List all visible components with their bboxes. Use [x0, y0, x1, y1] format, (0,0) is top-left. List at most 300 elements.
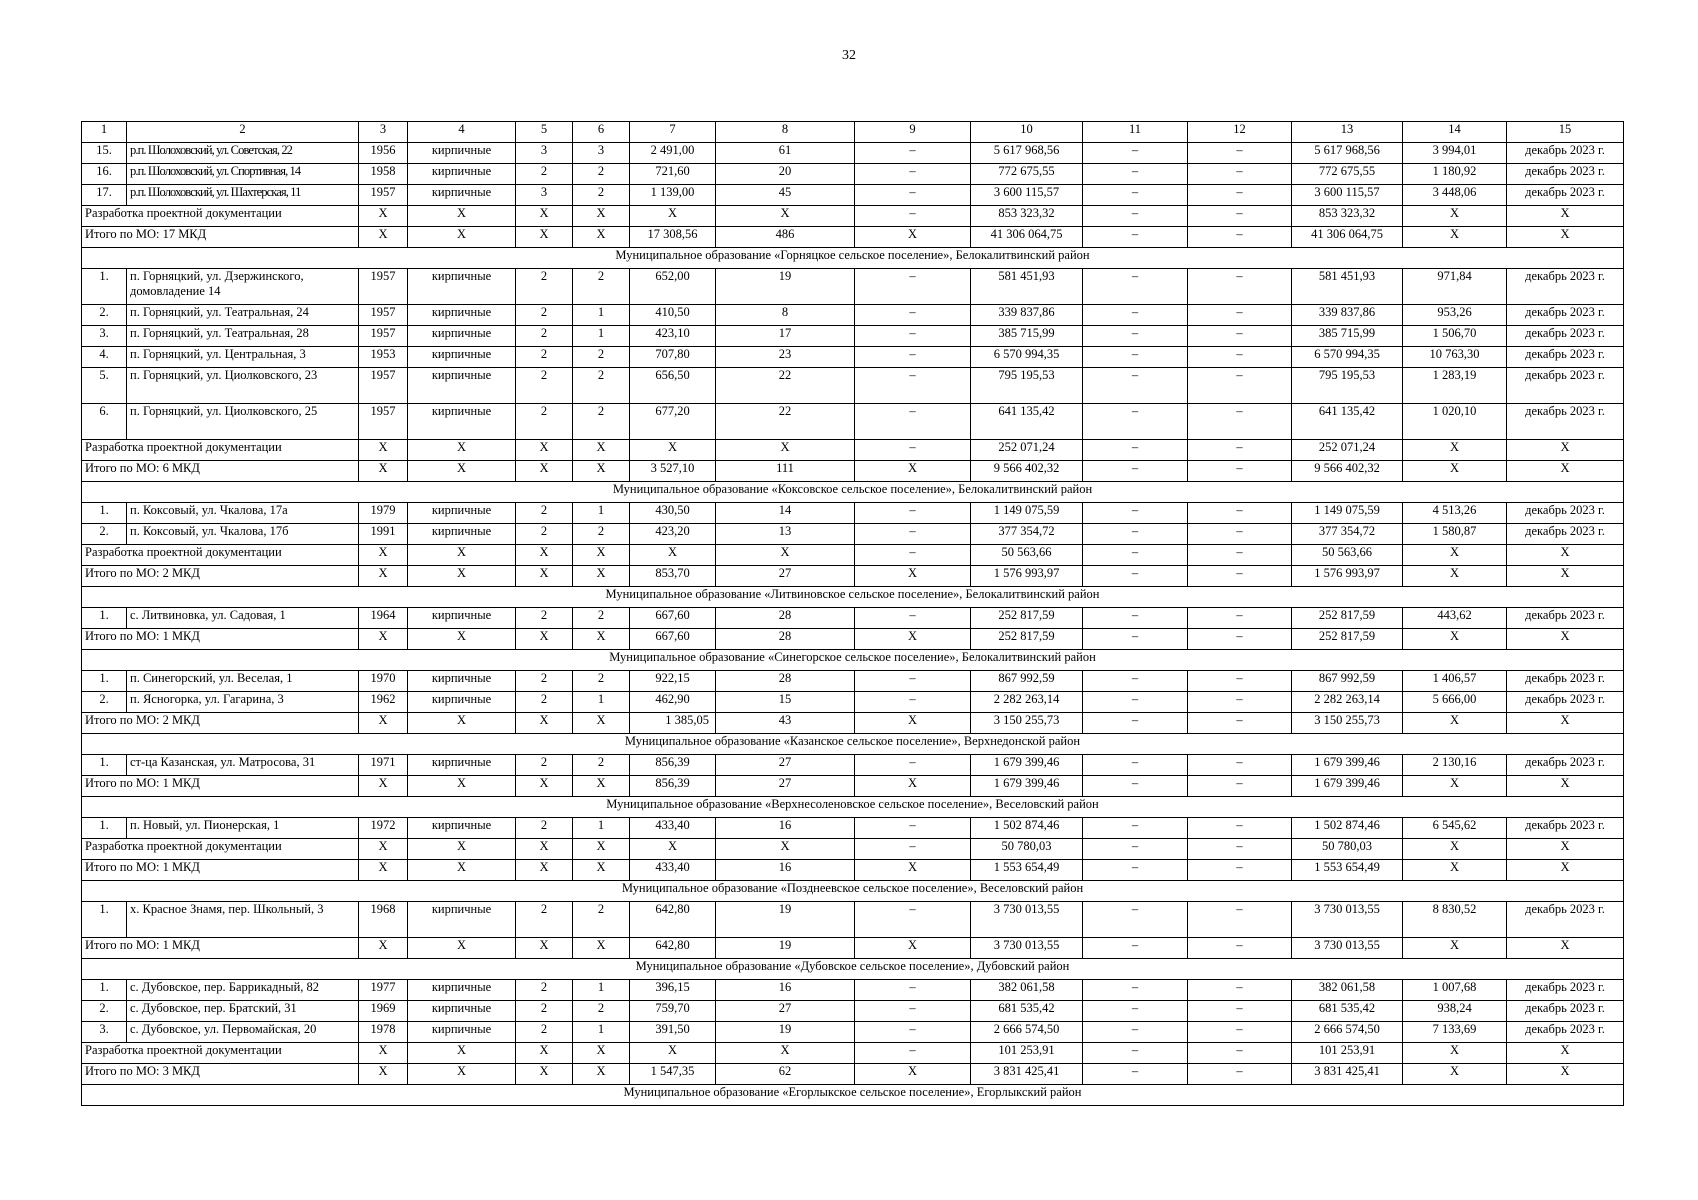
table-cell: 681 535,42 — [971, 1001, 1083, 1022]
table-cell: 2 — [516, 524, 573, 545]
table-cell: – — [1083, 692, 1188, 713]
table-cell: 581 451,93 — [1292, 269, 1403, 305]
table-cell: кирпичные — [408, 143, 516, 164]
table-cell: 1953 — [359, 347, 408, 368]
column-number-cell: 4 — [408, 122, 516, 143]
table-cell: 15 — [716, 692, 855, 713]
table-cell: – — [1083, 755, 1188, 776]
table-cell: – — [855, 404, 971, 440]
table-cell: 2 — [573, 755, 630, 776]
address-cell: р.п. Шолоховский, ул. Шахтерская, 11 — [127, 185, 359, 206]
row-number-cell: 2. — [82, 1001, 127, 1022]
table-cell: – — [855, 368, 971, 404]
table-cell: 2 — [516, 1001, 573, 1022]
summary-cell: X — [516, 860, 573, 881]
table-cell: 652,00 — [630, 269, 716, 305]
summary-cell: X — [408, 545, 516, 566]
row-number-cell: 1. — [82, 503, 127, 524]
summary-cell: X — [359, 713, 408, 734]
section-header-row — [82, 650, 1624, 671]
summary-label: Разработка проектной документации — [82, 839, 359, 860]
row-number-cell: 1. — [82, 269, 127, 305]
table-cell: 953,26 — [1403, 305, 1507, 326]
summary-cell: X — [573, 860, 630, 881]
table-cell: – — [855, 524, 971, 545]
table-cell: – — [1188, 305, 1292, 326]
table-cell: 1 149 075,59 — [971, 503, 1083, 524]
summary-label: Итого по МО: 1 МКД — [82, 938, 359, 959]
summary-cell: X — [573, 938, 630, 959]
summary-cell: X — [1507, 713, 1624, 734]
summary-cell: 19 — [716, 938, 855, 959]
table-cell: кирпичные — [408, 671, 516, 692]
table-cell: 1957 — [359, 305, 408, 326]
summary-cell: X — [516, 938, 573, 959]
table-cell: 27 — [716, 1001, 855, 1022]
table-cell: – — [1083, 608, 1188, 629]
summary-cell: X — [1403, 545, 1507, 566]
table-cell: декабрь 2023 г. — [1507, 326, 1624, 347]
table-cell: 2 — [573, 185, 630, 206]
summary-cell: X — [516, 227, 573, 248]
table-cell: кирпичные — [408, 692, 516, 713]
summary-cell: X — [1403, 1043, 1507, 1064]
table-cell: 1 506,70 — [1403, 326, 1507, 347]
table-cell: – — [1083, 143, 1188, 164]
table-cell: кирпичные — [408, 1022, 516, 1043]
summary-cell: – — [1083, 461, 1188, 482]
table-cell: – — [855, 608, 971, 629]
summary-cell: 41 306 064,75 — [1292, 227, 1403, 248]
summary-cell: X — [630, 440, 716, 461]
table-cell: – — [1083, 164, 1188, 185]
table-cell: 3 730 013,55 — [1292, 902, 1403, 938]
summary-row — [82, 545, 1624, 566]
table-cell: 641 135,42 — [971, 404, 1083, 440]
row-number-cell: 15. — [82, 143, 127, 164]
table-cell: – — [1188, 671, 1292, 692]
column-number-cell: 9 — [855, 122, 971, 143]
summary-cell: – — [855, 545, 971, 566]
table-cell: 252 817,59 — [1292, 608, 1403, 629]
table-cell: – — [855, 980, 971, 1001]
table-cell: 1 679 399,46 — [971, 755, 1083, 776]
table-cell: – — [855, 143, 971, 164]
summary-cell: – — [1188, 860, 1292, 881]
summary-cell: X — [1507, 566, 1624, 587]
table-cell: кирпичные — [408, 503, 516, 524]
table-cell: 2 — [516, 608, 573, 629]
table-cell: 3 600 115,57 — [971, 185, 1083, 206]
summary-row — [82, 776, 1624, 797]
table-cell: декабрь 2023 г. — [1507, 608, 1624, 629]
summary-label: Итого по МО: 2 МКД — [82, 566, 359, 587]
table-cell: – — [855, 347, 971, 368]
table-cell: декабрь 2023 г. — [1507, 692, 1624, 713]
summary-cell: – — [1083, 713, 1188, 734]
table-cell: 1 020,10 — [1403, 404, 1507, 440]
summary-cell: X — [1507, 1064, 1624, 1085]
table-cell: 16 — [716, 980, 855, 1001]
table-cell: 382 061,58 — [1292, 980, 1403, 1001]
summary-cell: X — [359, 566, 408, 587]
table-cell: 1972 — [359, 818, 408, 839]
table-cell: 443,62 — [1403, 608, 1507, 629]
summary-cell: X — [408, 227, 516, 248]
table-row — [82, 368, 1624, 404]
column-number-cell: 7 — [630, 122, 716, 143]
row-number-cell: 2. — [82, 524, 127, 545]
summary-row — [82, 440, 1624, 461]
table-cell: – — [855, 692, 971, 713]
summary-cell: 667,60 — [630, 629, 716, 650]
table-cell: 2 — [573, 164, 630, 185]
municipality-title: Муниципальное образование «Литвиновское сельское поселение», Белокалитвинский район — [82, 587, 1624, 608]
table-cell: декабрь 2023 г. — [1507, 980, 1624, 1001]
section-header-row — [82, 482, 1624, 503]
table-cell: 1 139,00 — [630, 185, 716, 206]
summary-cell: X — [516, 713, 573, 734]
summary-cell: X — [408, 776, 516, 797]
summary-cell: X — [1403, 1064, 1507, 1085]
summary-cell: X — [855, 713, 971, 734]
summary-cell: X — [855, 1064, 971, 1085]
table-cell: кирпичные — [408, 185, 516, 206]
table-cell: – — [855, 755, 971, 776]
table-row — [82, 347, 1624, 368]
table-cell: декабрь 2023 г. — [1507, 185, 1624, 206]
summary-cell: 1 553 654,49 — [1292, 860, 1403, 881]
row-number-cell: 5. — [82, 368, 127, 404]
table-row — [82, 164, 1624, 185]
summary-cell: 27 — [716, 566, 855, 587]
summary-label: Итого по МО: 1 МКД — [82, 860, 359, 881]
summary-cell: 111 — [716, 461, 855, 482]
table-cell: кирпичные — [408, 1001, 516, 1022]
table-row — [82, 143, 1624, 164]
table-cell: 1 — [573, 980, 630, 1001]
summary-cell: 1 385,05 — [630, 713, 716, 734]
summary-cell: X — [573, 839, 630, 860]
table-cell: 2 — [573, 404, 630, 440]
table-row — [82, 692, 1624, 713]
municipality-title: Муниципальное образование «Казанское сельское поселение», Верхнедонской район — [82, 734, 1624, 755]
table-cell: – — [1083, 404, 1188, 440]
table-cell: – — [1083, 1022, 1188, 1043]
table-cell: 867 992,59 — [1292, 671, 1403, 692]
column-number-cell: 6 — [573, 122, 630, 143]
table-cell: 2 — [516, 902, 573, 938]
row-number-cell: 2. — [82, 692, 127, 713]
address-cell: с. Дубовское, пер. Братский, 31 — [127, 1001, 359, 1022]
municipality-title: Муниципальное образование «Горняцкое сельское поселение», Белокалитвинский район — [82, 248, 1624, 269]
municipality-title: Муниципальное образование «Коксовское сельское поселение», Белокалитвинский район — [82, 482, 1624, 503]
row-number-cell: 1. — [82, 608, 127, 629]
table-cell: 1968 — [359, 902, 408, 938]
table-cell: 8 — [716, 305, 855, 326]
summary-cell: – — [1083, 206, 1188, 227]
summary-cell: X — [1507, 839, 1624, 860]
summary-cell: X — [1403, 839, 1507, 860]
summary-row — [82, 713, 1624, 734]
summary-cell: 856,39 — [630, 776, 716, 797]
summary-cell: 43 — [716, 713, 855, 734]
summary-cell: X — [408, 839, 516, 860]
table-cell: 759,70 — [630, 1001, 716, 1022]
table-cell: – — [1083, 185, 1188, 206]
table-cell: 856,39 — [630, 755, 716, 776]
row-number-cell: 1. — [82, 755, 127, 776]
table-cell: кирпичные — [408, 404, 516, 440]
table-cell: кирпичные — [408, 755, 516, 776]
table-cell: 2 — [573, 1001, 630, 1022]
summary-cell: 28 — [716, 629, 855, 650]
table-cell: 3 600 115,57 — [1292, 185, 1403, 206]
table-cell: 22 — [716, 368, 855, 404]
summary-cell: X — [408, 1043, 516, 1064]
table-cell: 2 — [516, 326, 573, 347]
table-cell: – — [1188, 143, 1292, 164]
summary-cell: X — [1403, 227, 1507, 248]
summary-cell: X — [408, 860, 516, 881]
summary-cell: 3 730 013,55 — [1292, 938, 1403, 959]
table-cell: – — [1188, 1022, 1292, 1043]
summary-cell: X — [716, 206, 855, 227]
table-cell: декабрь 2023 г. — [1507, 503, 1624, 524]
summary-cell: – — [1083, 545, 1188, 566]
summary-cell: 642,80 — [630, 938, 716, 959]
summary-cell: X — [573, 1064, 630, 1085]
column-number-cell: 5 — [516, 122, 573, 143]
table-cell: – — [1188, 326, 1292, 347]
summary-cell: X — [1403, 566, 1507, 587]
municipality-title: Муниципальное образование «Синегорское сельское поселение», Белокалитвинский район — [82, 650, 1624, 671]
section-header-row — [82, 959, 1624, 980]
summary-cell: X — [573, 461, 630, 482]
summary-cell: X — [855, 566, 971, 587]
summary-label: Итого по МО: 6 МКД — [82, 461, 359, 482]
table-cell: 1 — [573, 326, 630, 347]
table-cell: декабрь 2023 г. — [1507, 164, 1624, 185]
address-cell: п. Синегорский, ул. Веселая, 1 — [127, 671, 359, 692]
table-cell: 2 — [516, 347, 573, 368]
summary-cell: X — [855, 461, 971, 482]
summary-row — [82, 860, 1624, 881]
summary-cell: X — [716, 1043, 855, 1064]
column-number-cell: 8 — [716, 122, 855, 143]
table-cell: 423,10 — [630, 326, 716, 347]
summary-label: Разработка проектной документации — [82, 440, 359, 461]
row-number-cell: 1. — [82, 902, 127, 938]
table-cell: 2 130,16 — [1403, 755, 1507, 776]
summary-cell: X — [408, 938, 516, 959]
summary-cell: – — [855, 440, 971, 461]
table-cell: 2 — [516, 1022, 573, 1043]
table-cell: 1 180,92 — [1403, 164, 1507, 185]
table-cell: 27 — [716, 755, 855, 776]
table-cell: кирпичные — [408, 608, 516, 629]
column-number-cell: 10 — [971, 122, 1083, 143]
summary-cell: 1 679 399,46 — [1292, 776, 1403, 797]
table-cell: 938,24 — [1403, 1001, 1507, 1022]
summary-row — [82, 566, 1624, 587]
table-cell: кирпичные — [408, 305, 516, 326]
table-row — [82, 608, 1624, 629]
summary-cell: X — [408, 206, 516, 227]
table-cell: – — [1083, 305, 1188, 326]
column-number-cell: 12 — [1188, 122, 1292, 143]
summary-cell: – — [855, 839, 971, 860]
table-cell: – — [855, 503, 971, 524]
summary-cell: 3 527,10 — [630, 461, 716, 482]
table-cell: декабрь 2023 г. — [1507, 755, 1624, 776]
table-cell: 2 — [573, 269, 630, 305]
summary-cell: X — [716, 839, 855, 860]
summary-cell: 1 576 993,97 — [1292, 566, 1403, 587]
table-row — [82, 980, 1624, 1001]
table-cell: 1 — [573, 503, 630, 524]
summary-cell: X — [359, 461, 408, 482]
summary-cell: X — [1403, 206, 1507, 227]
summary-cell: X — [516, 566, 573, 587]
table-cell: 667,60 — [630, 608, 716, 629]
table-row — [82, 305, 1624, 326]
summary-cell: X — [359, 860, 408, 881]
table-cell: – — [1188, 980, 1292, 1001]
summary-cell: X — [408, 1064, 516, 1085]
table-cell: 3 448,06 — [1403, 185, 1507, 206]
table-cell: 1 — [573, 692, 630, 713]
table-cell: 656,50 — [630, 368, 716, 404]
summary-cell: X — [516, 1064, 573, 1085]
table-cell: 5 617 968,56 — [971, 143, 1083, 164]
address-cell: х. Красное Знамя, пер. Школьный, 3 — [127, 902, 359, 938]
summary-row — [82, 227, 1624, 248]
row-number-cell: 16. — [82, 164, 127, 185]
summary-cell: X — [408, 461, 516, 482]
summary-cell: X — [855, 860, 971, 881]
table-cell: 19 — [716, 269, 855, 305]
summary-cell: – — [1188, 545, 1292, 566]
table-cell: 462,90 — [630, 692, 716, 713]
table-cell: декабрь 2023 г. — [1507, 818, 1624, 839]
summary-cell: 853 323,32 — [971, 206, 1083, 227]
table-cell: 430,50 — [630, 503, 716, 524]
table-cell: кирпичные — [408, 980, 516, 1001]
address-cell: п. Горняцкий, ул. Центральная, 3 — [127, 347, 359, 368]
summary-cell: 1 679 399,46 — [971, 776, 1083, 797]
table-cell: 2 666 574,50 — [1292, 1022, 1403, 1043]
table-cell: 681 535,42 — [1292, 1001, 1403, 1022]
table-cell: 2 282 263,14 — [1292, 692, 1403, 713]
summary-cell: – — [1083, 938, 1188, 959]
summary-cell: – — [1188, 461, 1292, 482]
table-cell: 13 — [716, 524, 855, 545]
table-cell: 385 715,99 — [1292, 326, 1403, 347]
table-cell: 2 — [516, 980, 573, 1001]
table-cell: 23 — [716, 347, 855, 368]
table-cell: 6 570 994,35 — [1292, 347, 1403, 368]
summary-cell: X — [573, 713, 630, 734]
table-cell: кирпичные — [408, 326, 516, 347]
summary-row — [82, 839, 1624, 860]
summary-cell: 50 780,03 — [1292, 839, 1403, 860]
summary-cell: 1 547,35 — [630, 1064, 716, 1085]
municipality-title: Муниципальное образование «Дубовское сельское поселение», Дубовский район — [82, 959, 1624, 980]
table-cell: 641 135,42 — [1292, 404, 1403, 440]
table-cell: 1957 — [359, 326, 408, 347]
table-cell: 339 837,86 — [1292, 305, 1403, 326]
table-cell: 721,60 — [630, 164, 716, 185]
table-cell: 5 666,00 — [1403, 692, 1507, 713]
table-cell: – — [1188, 164, 1292, 185]
table-cell: 61 — [716, 143, 855, 164]
summary-cell: X — [1507, 776, 1624, 797]
table-cell: 1 — [573, 1022, 630, 1043]
table-cell: 1 007,68 — [1403, 980, 1507, 1001]
summary-cell: X — [1507, 629, 1624, 650]
table-cell: 1 149 075,59 — [1292, 503, 1403, 524]
address-cell: с. Дубовское, пер. Баррикадный, 82 — [127, 980, 359, 1001]
table-cell: 2 491,00 — [630, 143, 716, 164]
summary-cell: 252 817,59 — [1292, 629, 1403, 650]
table-cell: – — [1188, 608, 1292, 629]
table-cell: декабрь 2023 г. — [1507, 305, 1624, 326]
table-cell: кирпичные — [408, 818, 516, 839]
table-cell: 22 — [716, 404, 855, 440]
table-cell: 4 513,26 — [1403, 503, 1507, 524]
table-cell: 391,50 — [630, 1022, 716, 1043]
table-cell: 1969 — [359, 1001, 408, 1022]
table-cell: – — [1188, 902, 1292, 938]
column-number-cell: 11 — [1083, 122, 1188, 143]
table-cell: 339 837,86 — [971, 305, 1083, 326]
table-cell: 3 994,01 — [1403, 143, 1507, 164]
summary-cell: 50 780,03 — [971, 839, 1083, 860]
summary-cell: X — [573, 566, 630, 587]
summary-cell: – — [1188, 776, 1292, 797]
table-cell: 433,40 — [630, 818, 716, 839]
municipality-title: Муниципальное образование «Верхнесоленовское сельское поселение», Веселовский район — [82, 797, 1624, 818]
summary-cell: X — [359, 206, 408, 227]
table-cell: 410,50 — [630, 305, 716, 326]
table-cell: кирпичные — [408, 347, 516, 368]
summary-cell: 486 — [716, 227, 855, 248]
table-cell: декабрь 2023 г. — [1507, 671, 1624, 692]
table-cell: кирпичные — [408, 902, 516, 938]
table-cell: 1957 — [359, 404, 408, 440]
table-cell: 2 — [516, 818, 573, 839]
table-cell: 1991 — [359, 524, 408, 545]
summary-cell: – — [1188, 713, 1292, 734]
summary-cell: – — [1083, 776, 1188, 797]
summary-cell: X — [1507, 1043, 1624, 1064]
summary-cell: – — [1188, 227, 1292, 248]
summary-cell: X — [1507, 860, 1624, 881]
summary-cell: 9 566 402,32 — [1292, 461, 1403, 482]
table-cell: – — [855, 1022, 971, 1043]
table-cell: декабрь 2023 г. — [1507, 143, 1624, 164]
summary-cell: X — [516, 545, 573, 566]
table-cell: 423,20 — [630, 524, 716, 545]
table-cell: 2 — [573, 347, 630, 368]
table-cell: 45 — [716, 185, 855, 206]
summary-cell: – — [1083, 440, 1188, 461]
table-cell: 2 — [516, 368, 573, 404]
address-cell: п. Новый, ул. Пионерская, 1 — [127, 818, 359, 839]
summary-cell: X — [1507, 545, 1624, 566]
summary-cell: – — [1188, 440, 1292, 461]
